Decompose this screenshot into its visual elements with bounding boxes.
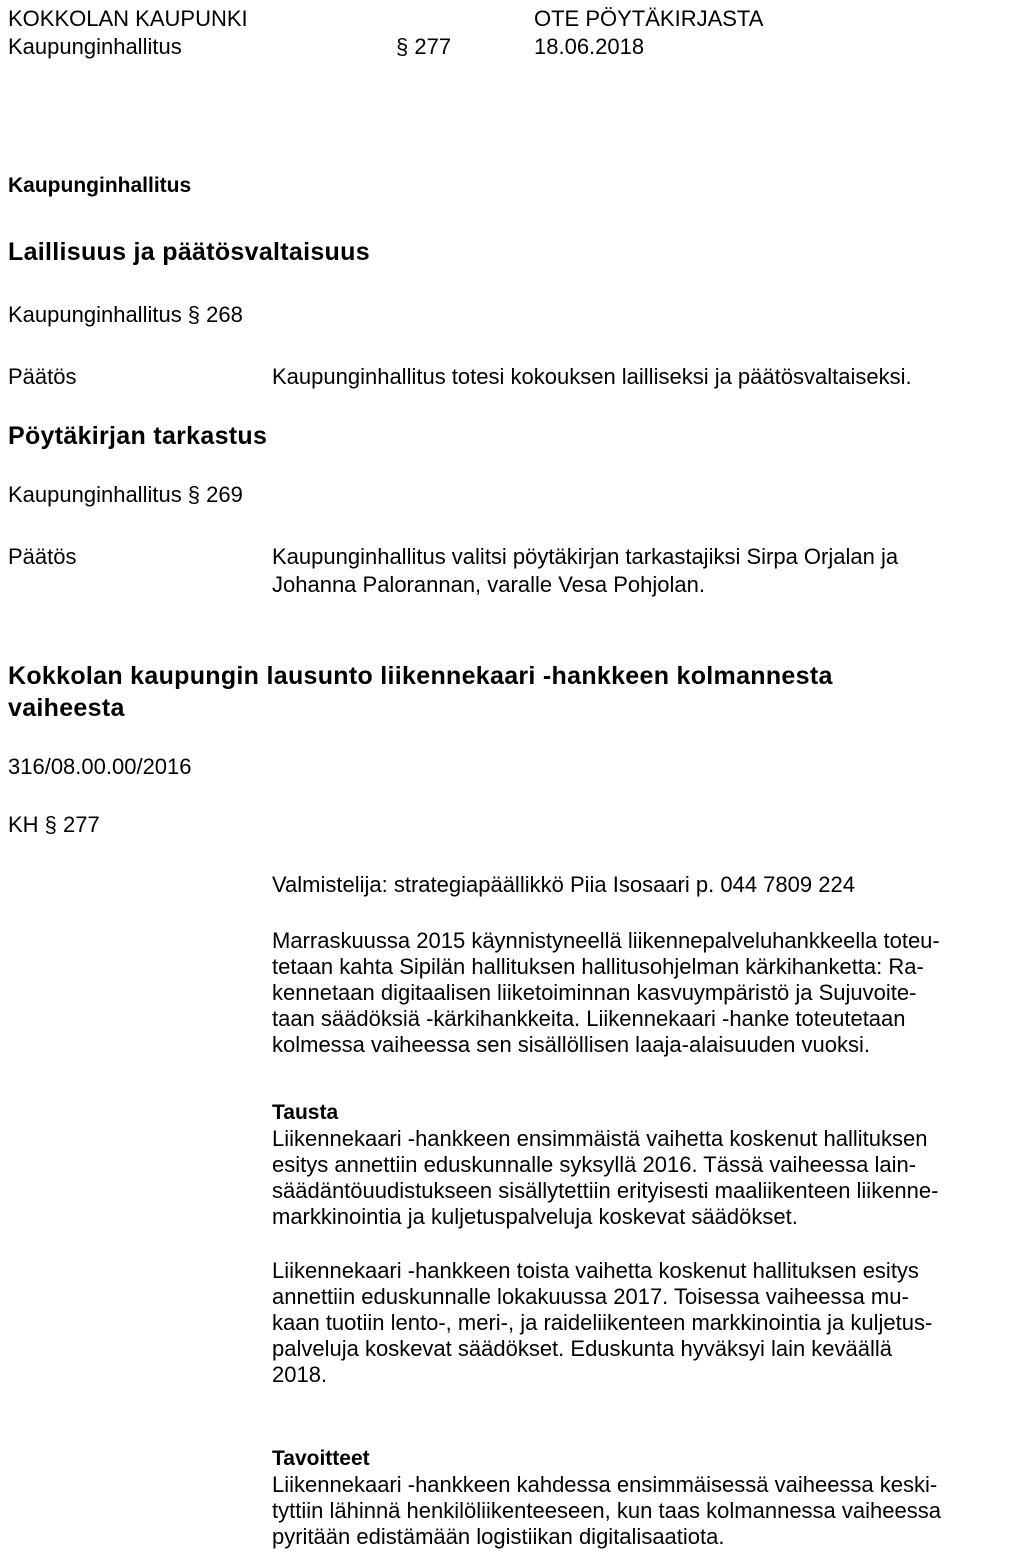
goals-heading: Tavoitteet <box>272 1447 370 1470</box>
header-doc-type: OTE PÖYTÄKIRJASTA <box>534 6 764 31</box>
background-line: annettiin eduskunnalle lokakuussa 2017. Toisessa vaiheessa mu- <box>272 1284 909 1309</box>
header-section: § 277 <box>396 34 452 59</box>
item-2-decision-line-1: Kaupunginhallitus valitsi pöytäkirjan tarkastajiksi Sirpa Orjalan ja <box>272 544 899 569</box>
header-city: KOKKOLAN KAUPUNKI <box>8 6 248 31</box>
goals-line: Liikennekaari -hankkeen kahdessa ensimmäisessä vaiheessa keski- <box>272 1472 938 1497</box>
background-line: markkinointia ja kuljetuspalveluja koskevat säädökset. <box>272 1204 798 1229</box>
item-1-ref: Kaupunginhallitus § 268 <box>8 302 243 327</box>
intro-line: tetaan kahta Sipilän hallituksen hallitusohjelman kärkihanketta: Ra- <box>272 954 924 979</box>
main-section: KH § 277 <box>8 812 100 837</box>
background-line: kaan tuotiin lento-, meri-, ja raideliikenteen markkinointia ja kuljetus- <box>272 1310 933 1335</box>
intro-paragraph <box>272 928 1012 1058</box>
background-line: Liikennekaari -hankkeen ensimmäistä vaihetta koskenut hallituksen <box>272 1126 928 1151</box>
goals-line: tyttiin lähinnä henkilöliikenteeseen, kun taas kolmannessa vaiheessa <box>272 1498 941 1523</box>
goals-line: pyritään edistämään logistiikan digitalisaatiota. <box>272 1524 725 1549</box>
item-2-decision-label: Päätös <box>8 544 77 569</box>
background-line: säädäntöuudistukseen sisällytettiin erityisesti maaliikenteen liikenne- <box>272 1178 939 1203</box>
goals-section <box>272 1446 1012 1550</box>
background-line: palveluja koskevat säädökset. Eduskunta hyväksyi lain keväällä <box>272 1336 893 1361</box>
intro-line: kolmessa vaiheessa sen sisällöllisen laaja-alaisuuden vuoksi. <box>272 1032 870 1057</box>
main-title-line-2: vaiheesta <box>8 694 125 722</box>
item-1-title: Laillisuus ja päätösvaltaisuus <box>8 238 370 266</box>
background-paragraph-2 <box>272 1258 1012 1388</box>
background-heading: Tausta <box>272 1101 339 1124</box>
organ-heading: Kaupunginhallitus <box>8 174 192 197</box>
item-2-decision-line-2: Johanna Palorannan, varalle Vesa Pohjolan. <box>272 572 705 597</box>
record-number: 316/08.00.00/2016 <box>8 754 192 779</box>
item-2-title: Pöytäkirjan tarkastus <box>8 422 268 450</box>
intro-line: taan säädöksiä -kärkihankkeita. Liikennekaari -hanke toteutetaan <box>272 1006 906 1031</box>
background-line: esitys annettiin eduskunnalle syksyllä 2016. Tässä vaiheessa lain- <box>272 1152 917 1177</box>
intro-line: Marraskuussa 2015 käynnistyneellä liikennepalveluhankkeella toteu- <box>272 928 940 953</box>
header-body: Kaupunginhallitus <box>8 34 182 59</box>
background-line: 2018. <box>272 1362 328 1387</box>
item-1-decision-text: Kaupunginhallitus totesi kokouksen lailliseksi ja päätösvaltaiseksi. <box>272 364 912 389</box>
item-2-ref: Kaupunginhallitus § 269 <box>8 482 243 507</box>
header-date: 18.06.2018 <box>534 34 645 59</box>
background-line: Liikennekaari -hankkeen toista vaihetta koskenut hallituksen esitys <box>272 1258 919 1283</box>
preparer: Valmistelija: strategiapäällikkö Piia Isosaari p. 044 7809 224 <box>272 872 855 897</box>
main-title-line-1: Kokkolan kaupungin lausunto liikennekaari -hankkeen kolmannesta <box>8 662 833 690</box>
background-section <box>272 1100 1012 1230</box>
intro-line: kennetaan digitaalisen liiketoiminnan kasvuympäristö ja Sujuvoite- <box>272 980 917 1005</box>
item-1-decision-label: Päätös <box>8 364 77 389</box>
